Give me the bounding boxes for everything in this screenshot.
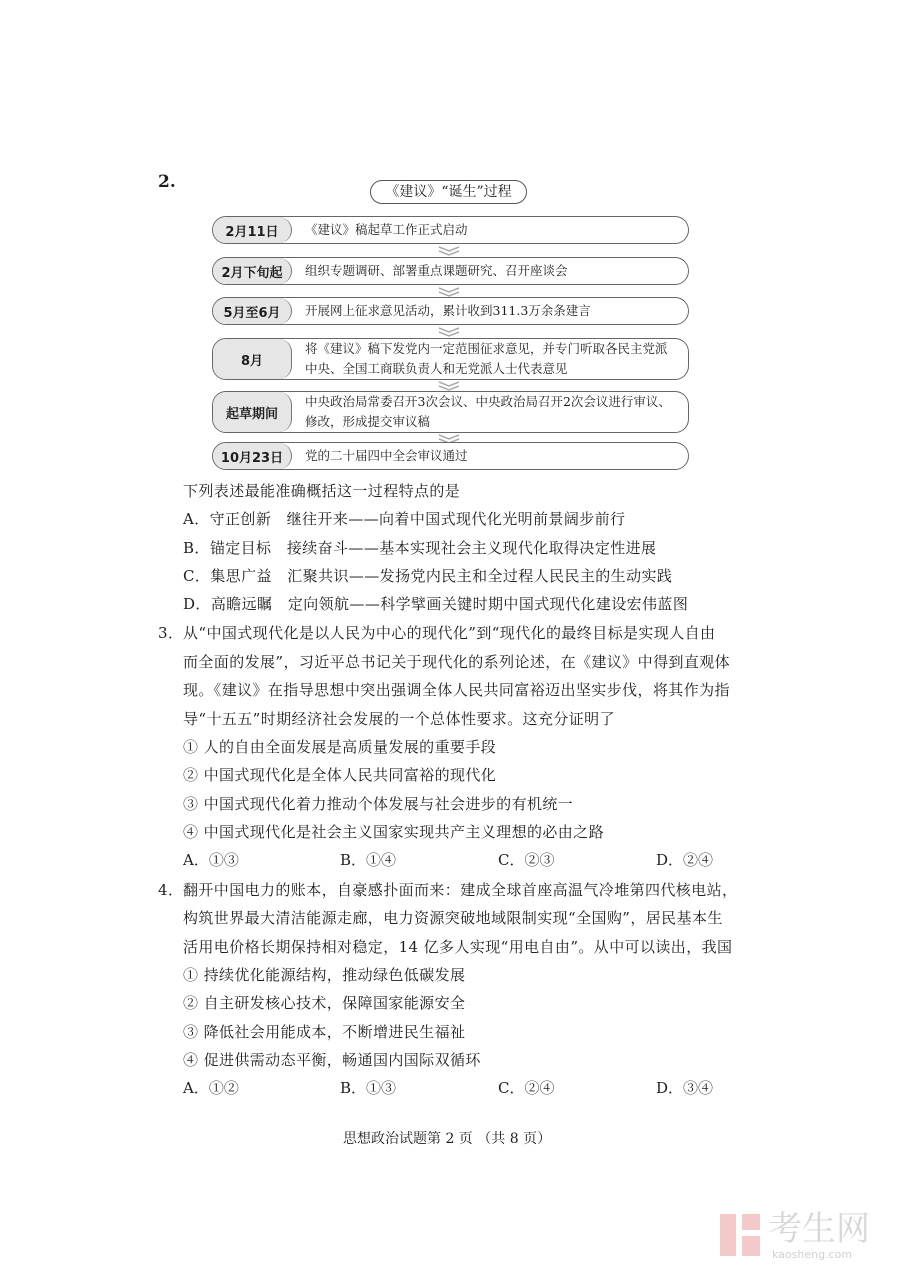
process-step <box>212 391 689 433</box>
step-text: 中央政治局常委召开3次会议、中央政治局召开2次会议进行审议、修改，形成提交审议稿 <box>305 394 671 429</box>
choice-b: B．①③ <box>340 1079 397 1097</box>
step-text: 将《建议》稿下发党内一定范围征求意见，并专门听取各民主党派中央、全国工商联负责人和无党派人士代表意见 <box>305 341 668 376</box>
chevron-down-icon <box>438 327 460 337</box>
question-stem-line: 导“十五五”时期经济社会发展的一个总体性要求。这充分证明了 <box>183 710 615 728</box>
question-number-2: 2. <box>158 172 176 192</box>
statement: ② 自主研发核心技术，保障国家能源安全 <box>183 994 466 1012</box>
process-step <box>212 442 689 470</box>
statement: ④ 中国式现代化是社会主义国家实现共产主义理想的必由之路 <box>183 823 604 841</box>
choice-d: D．②④ <box>656 851 714 869</box>
step-date: 起草期间 <box>213 392 292 432</box>
step-date: 2月下旬起 <box>213 258 292 284</box>
chevron-down-icon <box>438 287 460 297</box>
option-c: C．集思广益 汇聚共识——发扬党内民主和全过程人民民主的生动实践 <box>183 567 673 585</box>
choice-row <box>0 849 900 871</box>
choice-a: A．①③ <box>183 851 239 869</box>
option-a: A．守正创新 继往开来——向着中国式现代化光明前景阔步前行 <box>183 510 626 528</box>
watermark-logo <box>718 1210 888 1262</box>
statement: ① 持续优化能源结构，推动绿色低碳发展 <box>183 966 466 984</box>
watermark-url: kaosheng.com <box>772 1248 853 1261</box>
option-d: D．高瞻远瞩 定向领航——科学擘画关键时期中国式现代化建设宏伟蓝图 <box>183 595 689 613</box>
choice-row <box>0 1077 900 1099</box>
process-chart-title: 《建议》“诞生”过程 <box>370 180 527 204</box>
question-stem-line: 活用电价格长期保持相对稳定，14 亿多人实现“用电自由”。从中可以读出，我国 <box>183 938 733 956</box>
statement: ③ 中国式现代化着力推动个体发展与社会进步的有机统一 <box>183 795 574 813</box>
page-footer: 思想政治试题第 2 页 （共 8 页） <box>343 1131 552 1147</box>
statement: ② 中国式现代化是全体人民共同富裕的现代化 <box>183 766 497 784</box>
step-text: 《建议》稿起草工作正式启动 <box>305 222 468 237</box>
step-date: 10月23日 <box>213 443 292 469</box>
choice-c: C．②④ <box>498 1079 555 1097</box>
choice-d: D．③④ <box>656 1079 714 1097</box>
choice-a: A．①② <box>183 1079 239 1097</box>
statement: ① 人的自由全面发展是高质量发展的重要手段 <box>183 738 497 756</box>
choice-c: C．②③ <box>498 851 555 869</box>
question-stem-line: 构筑世界最大清洁能源走廊，电力资源突破地域限制实现“全国购”，居民基本生 <box>183 909 723 927</box>
step-date: 5月至6月 <box>213 298 292 324</box>
logo-mark-icon <box>718 1212 762 1258</box>
question-stem-line: 现。《建议》在指导思想中突出强调全体人民共同富裕迈出坚实步伐，将其作为指 <box>183 681 730 699</box>
step-date: 2月11日 <box>213 217 292 243</box>
question-number-4: 4． <box>158 881 184 899</box>
process-step <box>212 257 689 285</box>
question-stem-line: 而全面的发展”，习近平总书记关于现代化的系列论述，在《建议》中得到直观体 <box>183 653 731 671</box>
step-text: 组织专题调研、部署重点课题研究、召开座谈会 <box>305 263 568 278</box>
statement: ④ 促进供需动态平衡，畅通国内国际双循环 <box>183 1051 481 1069</box>
question-stem-line: 从“中国式现代化是以人民为中心的现代化”到“现代化的最终目标是实现人自由 <box>183 624 716 642</box>
step-text: 党的二十届四中全会审议通过 <box>305 448 468 463</box>
question-stem-line: 翻开中国电力的账本，自豪感扑面而来：建成全球首座高温气冷堆第四代核电站， <box>183 881 738 899</box>
process-step <box>212 216 689 244</box>
step-date: 8月 <box>213 339 292 379</box>
question-number-3: 3． <box>158 624 184 642</box>
process-step <box>212 338 689 380</box>
step-text: 开展网上征求意见活动，累计收到311.3万余条建言 <box>305 303 591 318</box>
choice-b: B．①④ <box>340 851 397 869</box>
chevron-down-icon <box>438 246 460 256</box>
watermark-brand: 考生网 <box>768 1209 870 1249</box>
chevron-down-icon <box>438 381 460 391</box>
option-b: B．锚定目标 接续奋斗——基本实现社会主义现代化取得决定性进展 <box>183 539 657 557</box>
process-step <box>212 297 689 325</box>
question-stem: 下列表述最能准确概括这一过程特点的是 <box>183 482 461 500</box>
statement: ③ 降低社会用能成本，不断增进民生福祉 <box>183 1023 466 1041</box>
